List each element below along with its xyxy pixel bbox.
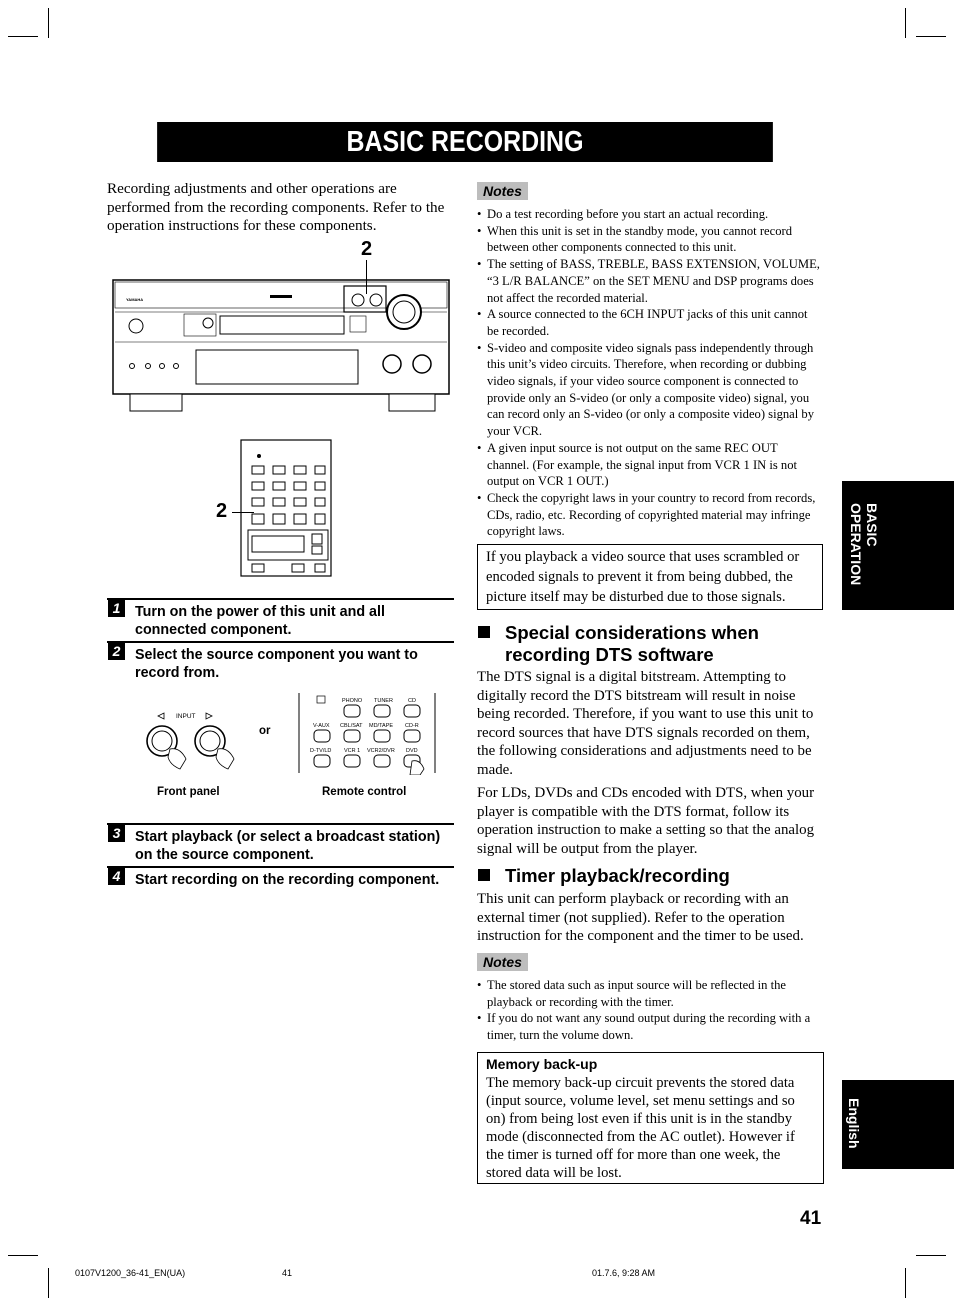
remote-key-labels — [298, 698, 438, 768]
step-divider — [107, 823, 454, 825]
front-panel-caption: Front panel — [157, 786, 220, 798]
callout-number-remote: 2 — [216, 500, 228, 522]
note-item: • The setting of BASS, TREBLE, BASS EXTENSION, VOLUME, “3 L/R BALANCE” on the SET MENU and DSP programs does not affect the recorded material. — [477, 256, 820, 306]
notes-label: Notes — [477, 182, 528, 200]
note-item: • When this unit is set in the standby mode, you cannot record between other components connected to this unit. — [477, 223, 820, 256]
step-number: 2 — [108, 643, 125, 660]
remote-key-label: DVD — [406, 748, 418, 754]
callout-number-top: 2 — [361, 238, 373, 260]
step-number: 4 — [108, 868, 125, 885]
dts-section-heading: Special considerations when recording DTS software — [505, 622, 759, 665]
note-item: • A source connected to the 6CH INPUT jacks of this unit cannot be recorded. — [477, 306, 820, 339]
notes-list — [477, 977, 820, 1044]
step-divider — [107, 866, 454, 868]
receiver-front-panel-illustration — [112, 270, 454, 420]
remote-key-label: CD-R — [405, 723, 419, 729]
step-divider — [107, 641, 454, 643]
step-text: Start recording on the recording component. — [135, 872, 440, 888]
memory-backup-title: Memory back-up — [486, 1056, 598, 1072]
callout-line-remote — [232, 512, 254, 513]
dts-paragraph: The DTS signal is a digital bitstream. Attempting to digitally record the DTS bitstream will result in noise being recorded. Therefore, if you want to use this unit to record sources that have DTS signals recorded on them, the following considerations and adjustments need to be made. — [477, 669, 814, 778]
page-number: 41 — [800, 1208, 822, 1229]
timer-section-heading: Timer playback/recording — [505, 865, 730, 886]
step-text: Start playback (or select a broadcast station) on the source component. — [135, 829, 441, 863]
step-number: 1 — [108, 600, 125, 617]
step-divider — [107, 598, 454, 600]
notes-list — [477, 206, 820, 540]
timer-paragraph: This unit can perform playback or recording with an external timer (not supplied). Refer to the operation instruction for the component and the timer to be used. — [477, 891, 804, 944]
section-bullet — [478, 626, 490, 638]
remote-key-label: VCR 1 — [344, 748, 361, 754]
note-item: • A given input source is not output on the same REC OUT channel. (For example, the signal input from VCR 1 IN is not output on VCR 1 OUT.) — [477, 440, 820, 490]
remote-key-label: PHONO — [342, 698, 363, 704]
step-text: Select the source component you want to record from. — [135, 647, 418, 681]
note-item: • If you do not want any sound output during the recording with a timer, turn the volume down. — [477, 1010, 820, 1043]
remote-key-label: TUNER — [374, 698, 393, 704]
section-tab-label: BASIC OPERATION — [848, 503, 880, 586]
language-tab-label: English — [846, 1098, 862, 1149]
input-label: INPUT — [176, 713, 196, 720]
remote-key-label: VCR2/DVR — [367, 748, 395, 754]
scrambled-signal-warning: If you playback a video source that uses scrambled or encoded signals to prevent it from being dubbed, the picture itself may be disturbed due to those signals. — [477, 544, 823, 610]
remote-key-label: CD — [408, 698, 416, 704]
note-item: • S-video and composite video signals pass independently through this unit’s video circuits. Therefore, when recording or dubbing video signals, if your video source component is connected to provide only an S-video (or only a composite video) signal, you can record only an S-video (or only a composite video) signal by your VCR. — [477, 340, 820, 440]
footer-date: 01.7.6, 9:28 AM — [592, 1268, 656, 1278]
step-number: 3 — [108, 825, 125, 842]
or-label: or — [259, 725, 271, 737]
footer-page: 41 — [282, 1268, 293, 1278]
section-bullet — [478, 869, 490, 881]
note-item: • The stored data such as input source will be reflected in the playback or recording with the timer. — [477, 977, 820, 1010]
callout-line-top — [366, 260, 367, 294]
memory-backup-text: The memory back-up circuit prevents the stored data (input source, volume level, set menu settings and so on) from being lost even if this unit is in the standby mode (disconnected from the AC outlet). However if the timer is turned off for more than one week, the stored data will be lost. — [486, 1075, 795, 1181]
step-text: Turn on the power of this unit and all connected component. — [135, 604, 385, 638]
page-title: BASIC RECORDING — [157, 122, 773, 162]
footer-file: 0107V1200_36-41_EN(UA) — [75, 1268, 186, 1278]
remote-key-label: CBL/SAT — [340, 723, 363, 729]
intro-text: Recording adjustments and other operations are performed from the recording components. Refer to the operation instructions for these components. — [107, 180, 445, 234]
remote-key-label: V-AUX — [313, 723, 330, 729]
memory-backup-box — [477, 1052, 824, 1184]
svg-text:YAMAHA: YAMAHA — [126, 297, 144, 302]
remote-control-illustration — [240, 438, 334, 578]
notes-label: Notes — [477, 953, 528, 971]
remote-key-label: MD/TAPE — [369, 723, 394, 729]
dts-paragraph: For LDs, DVDs and CDs encoded with DTS, when your player is compatible with the DTS format, follow its operation instruction to make a setting so that the analog signal will be output from the player. — [477, 785, 815, 857]
note-item: • Do a test recording before you start an actual recording. — [477, 206, 820, 223]
note-item: • Check the copyright laws in your country to record from records, CDs, radio, etc. Recording of copyrighted material may infringe copyright laws. — [477, 490, 820, 540]
remote-control-caption: Remote control — [322, 786, 407, 798]
remote-key-label: D-TV/LD — [310, 748, 332, 754]
